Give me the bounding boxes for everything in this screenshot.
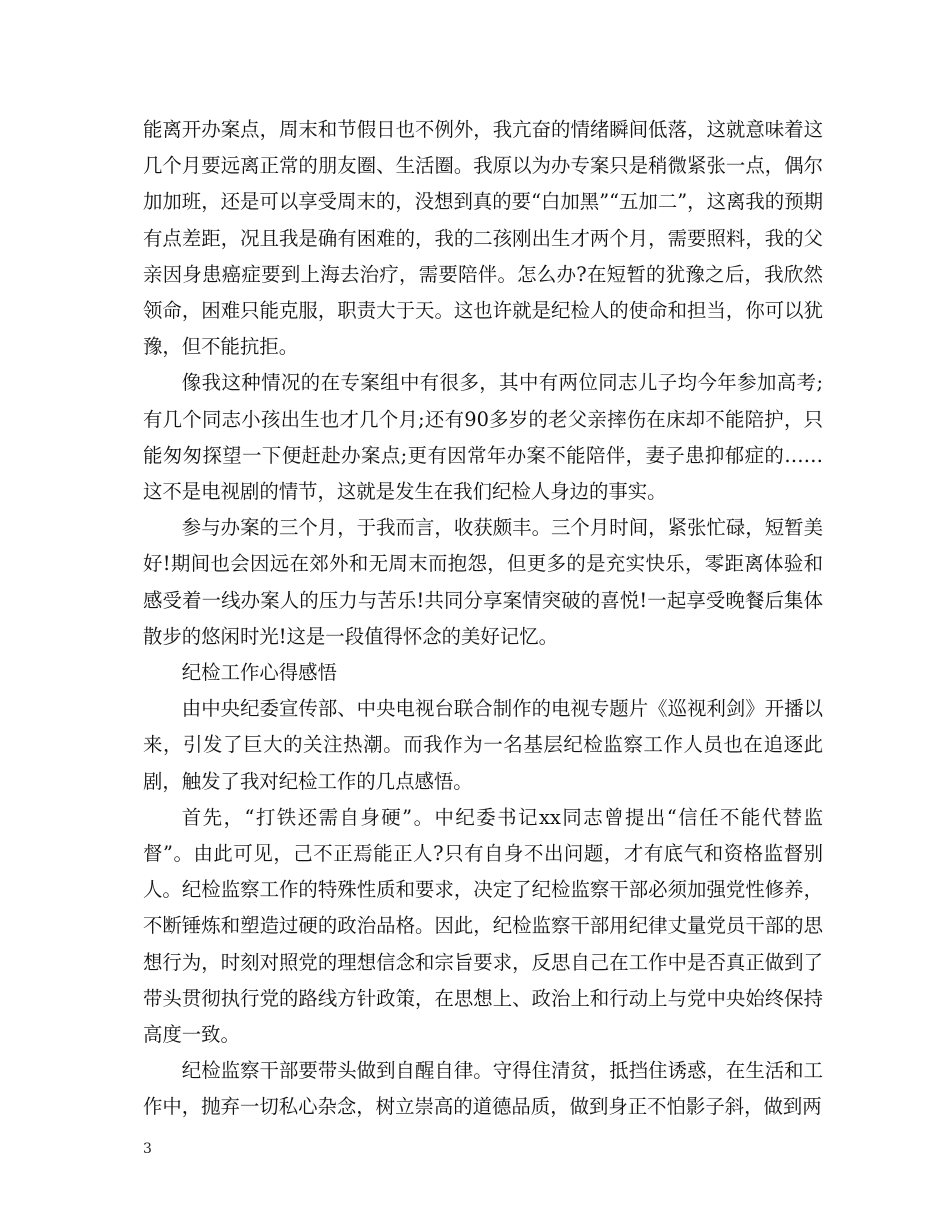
paragraph-team-hardships: 像我这种情况的在专案组中有很多，其中有两位同志儿子均今年参加高考;有几个同志小孩出生也才几个月;还有90多岁的老父亲摔伤在床却不能陪护，只能匆匆探望一下便赶赴办案点;更有因常年办案不能陪伴，妻子患抑郁症的……这不是电视剧的情节，这就是发生在我们纪检人身边的事实。	[143, 371, 823, 504]
paragraph-continued: 能离开办案点，周末和节假日也不例外，我亢奋的情绪瞬间低落，这就意味着这几个月要远离正常的朋友圈、生活圈。我原以为办专案只是稍微紧张一点，偶尔加加班，还是可以享受周末的，没想到真的要“白加黑”“五加二”，这离我的预期有点差距，况且我是确有困难的，我的二孩刚出生才两个月，需要照料，我的父亲因身患癌症要到上海去治疗，需要陪伴。怎么办?在短暂的犹豫之后，我欣然领命，困难只能克服，职责大于天。这也许就是纪检人的使命和担当，你可以犹豫，但不能抗拒。	[143, 118, 823, 359]
section-heading: 纪检工作心得感悟	[181, 661, 337, 685]
document-body	[143, 112, 823, 1126]
paragraph-three-months: 参与办案的三个月，于我而言，收获颇丰。三个月时间，紧张忙碌，短暂美好!期间也会因远在郊外和无周末而抱怨，但更多的是充实快乐，零距离体验和感受着一线办案人的压力与苦乐!共同分享案情突破的喜悦!一起享受晚餐后集体散步的悠闲时光!这是一段值得怀念的美好记忆。	[143, 516, 823, 648]
paragraph-tv-series: 由中央纪委宣传部、中央电视台联合制作的电视专题片《巡视利剑》开播以来，引发了巨大的关注热潮。而我作为一名基层纪检监察工作人员也在追逐此剧，触发了我对纪检工作的几点感悟。	[143, 697, 823, 793]
page-number: 3	[143, 1141, 152, 1157]
paragraph-self-discipline: 首先，“打铁还需自身硬”。中纪委书记xx同志曾提出“信任不能代替监督”。由此可见，己不正焉能正人?只有自身不出问题，才有底气和资格监督别人。纪检监察工作的特殊性质和要求，决定了纪检监察干部必须加强党性修养，不断锤炼和塑造过硬的政治品格。因此，纪检监察干部用纪律丈量党员干部的思想行为，时刻对照党的理想信念和宗旨要求，反思自己在工作中是否真正做到了带头贯彻执行党的路线方针政策，在思想上、政治上和行动上与党中央始终保持高度一致。	[143, 805, 823, 1047]
paragraph-self-awareness: 纪检监察干部要带头做到自醒自律。守得住清贫，抵挡住诱惑，在生活和工作中，抛弃一切私心杂念，树立崇高的道德品质，做到身正不怕影子斜，做到两	[143, 1059, 823, 1119]
